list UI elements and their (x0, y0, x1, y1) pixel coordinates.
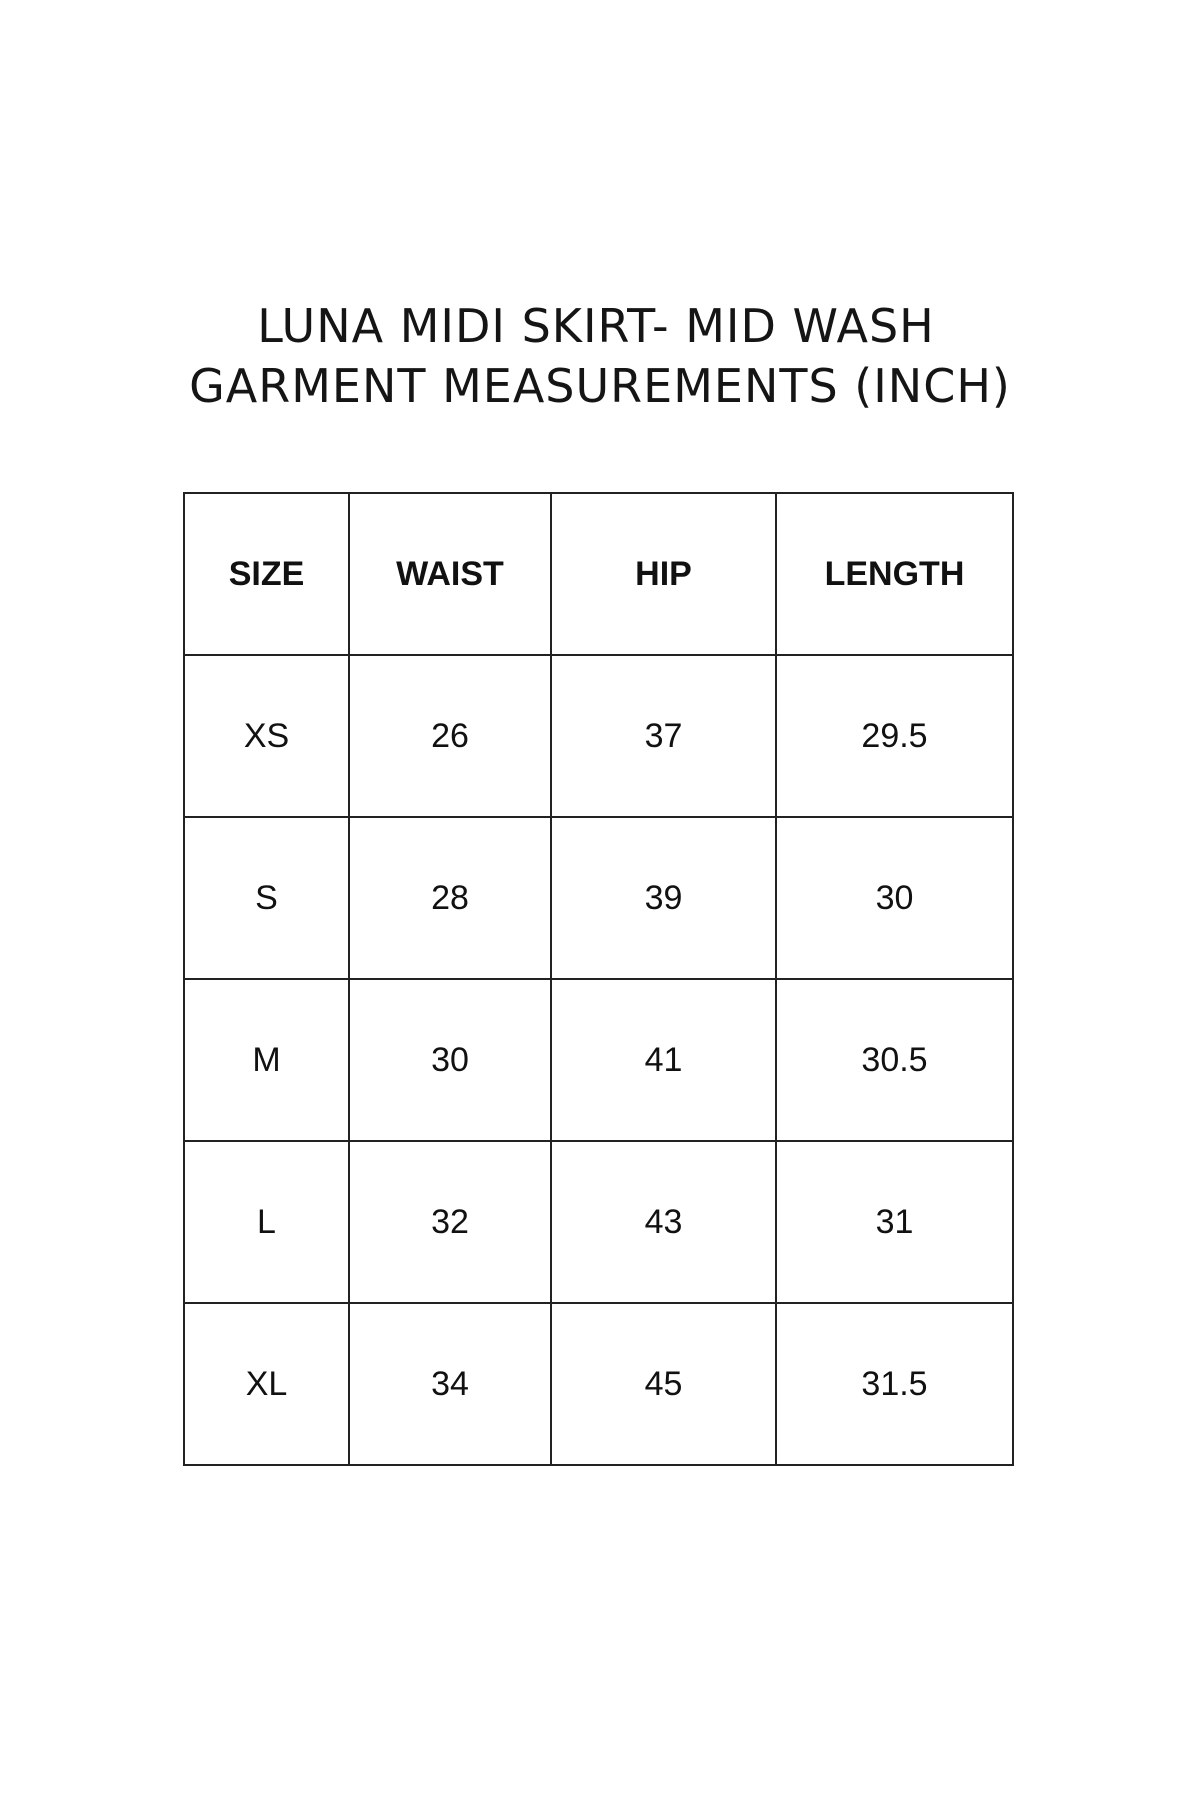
cell-waist: 34 (349, 1303, 551, 1465)
table-row (184, 979, 1013, 1141)
cell-hip: 43 (551, 1141, 776, 1303)
size-chart-table (183, 492, 1014, 1466)
cell-hip: 39 (551, 817, 776, 979)
cell-size: M (184, 979, 349, 1141)
cell-length: 31 (776, 1141, 1013, 1303)
header-size: SIZE (184, 493, 349, 655)
cell-length: 30.5 (776, 979, 1013, 1141)
header-row (184, 493, 1013, 655)
cell-length: 30 (776, 817, 1013, 979)
table-row (184, 655, 1013, 817)
chart-subtitle: GARMENT MEASUREMENTS (INCH) (189, 359, 1011, 413)
cell-waist: 30 (349, 979, 551, 1141)
cell-hip: 45 (551, 1303, 776, 1465)
product-name: LUNA MIDI SKIRT- MID WASH (257, 299, 935, 353)
cell-size: XL (184, 1303, 349, 1465)
header-length: LENGTH (776, 493, 1013, 655)
cell-length: 29.5 (776, 655, 1013, 817)
cell-size: S (184, 817, 349, 979)
table-row (184, 817, 1013, 979)
table-row (184, 1303, 1013, 1465)
cell-length: 31.5 (776, 1303, 1013, 1465)
header-waist: WAIST (349, 493, 551, 655)
cell-waist: 32 (349, 1141, 551, 1303)
cell-waist: 28 (349, 817, 551, 979)
table-row (184, 1141, 1013, 1303)
cell-waist: 26 (349, 655, 551, 817)
cell-hip: 41 (551, 979, 776, 1141)
cell-size: XS (184, 655, 349, 817)
chart-title (0, 296, 1200, 416)
cell-size: L (184, 1141, 349, 1303)
header-hip: HIP (551, 493, 776, 655)
cell-hip: 37 (551, 655, 776, 817)
